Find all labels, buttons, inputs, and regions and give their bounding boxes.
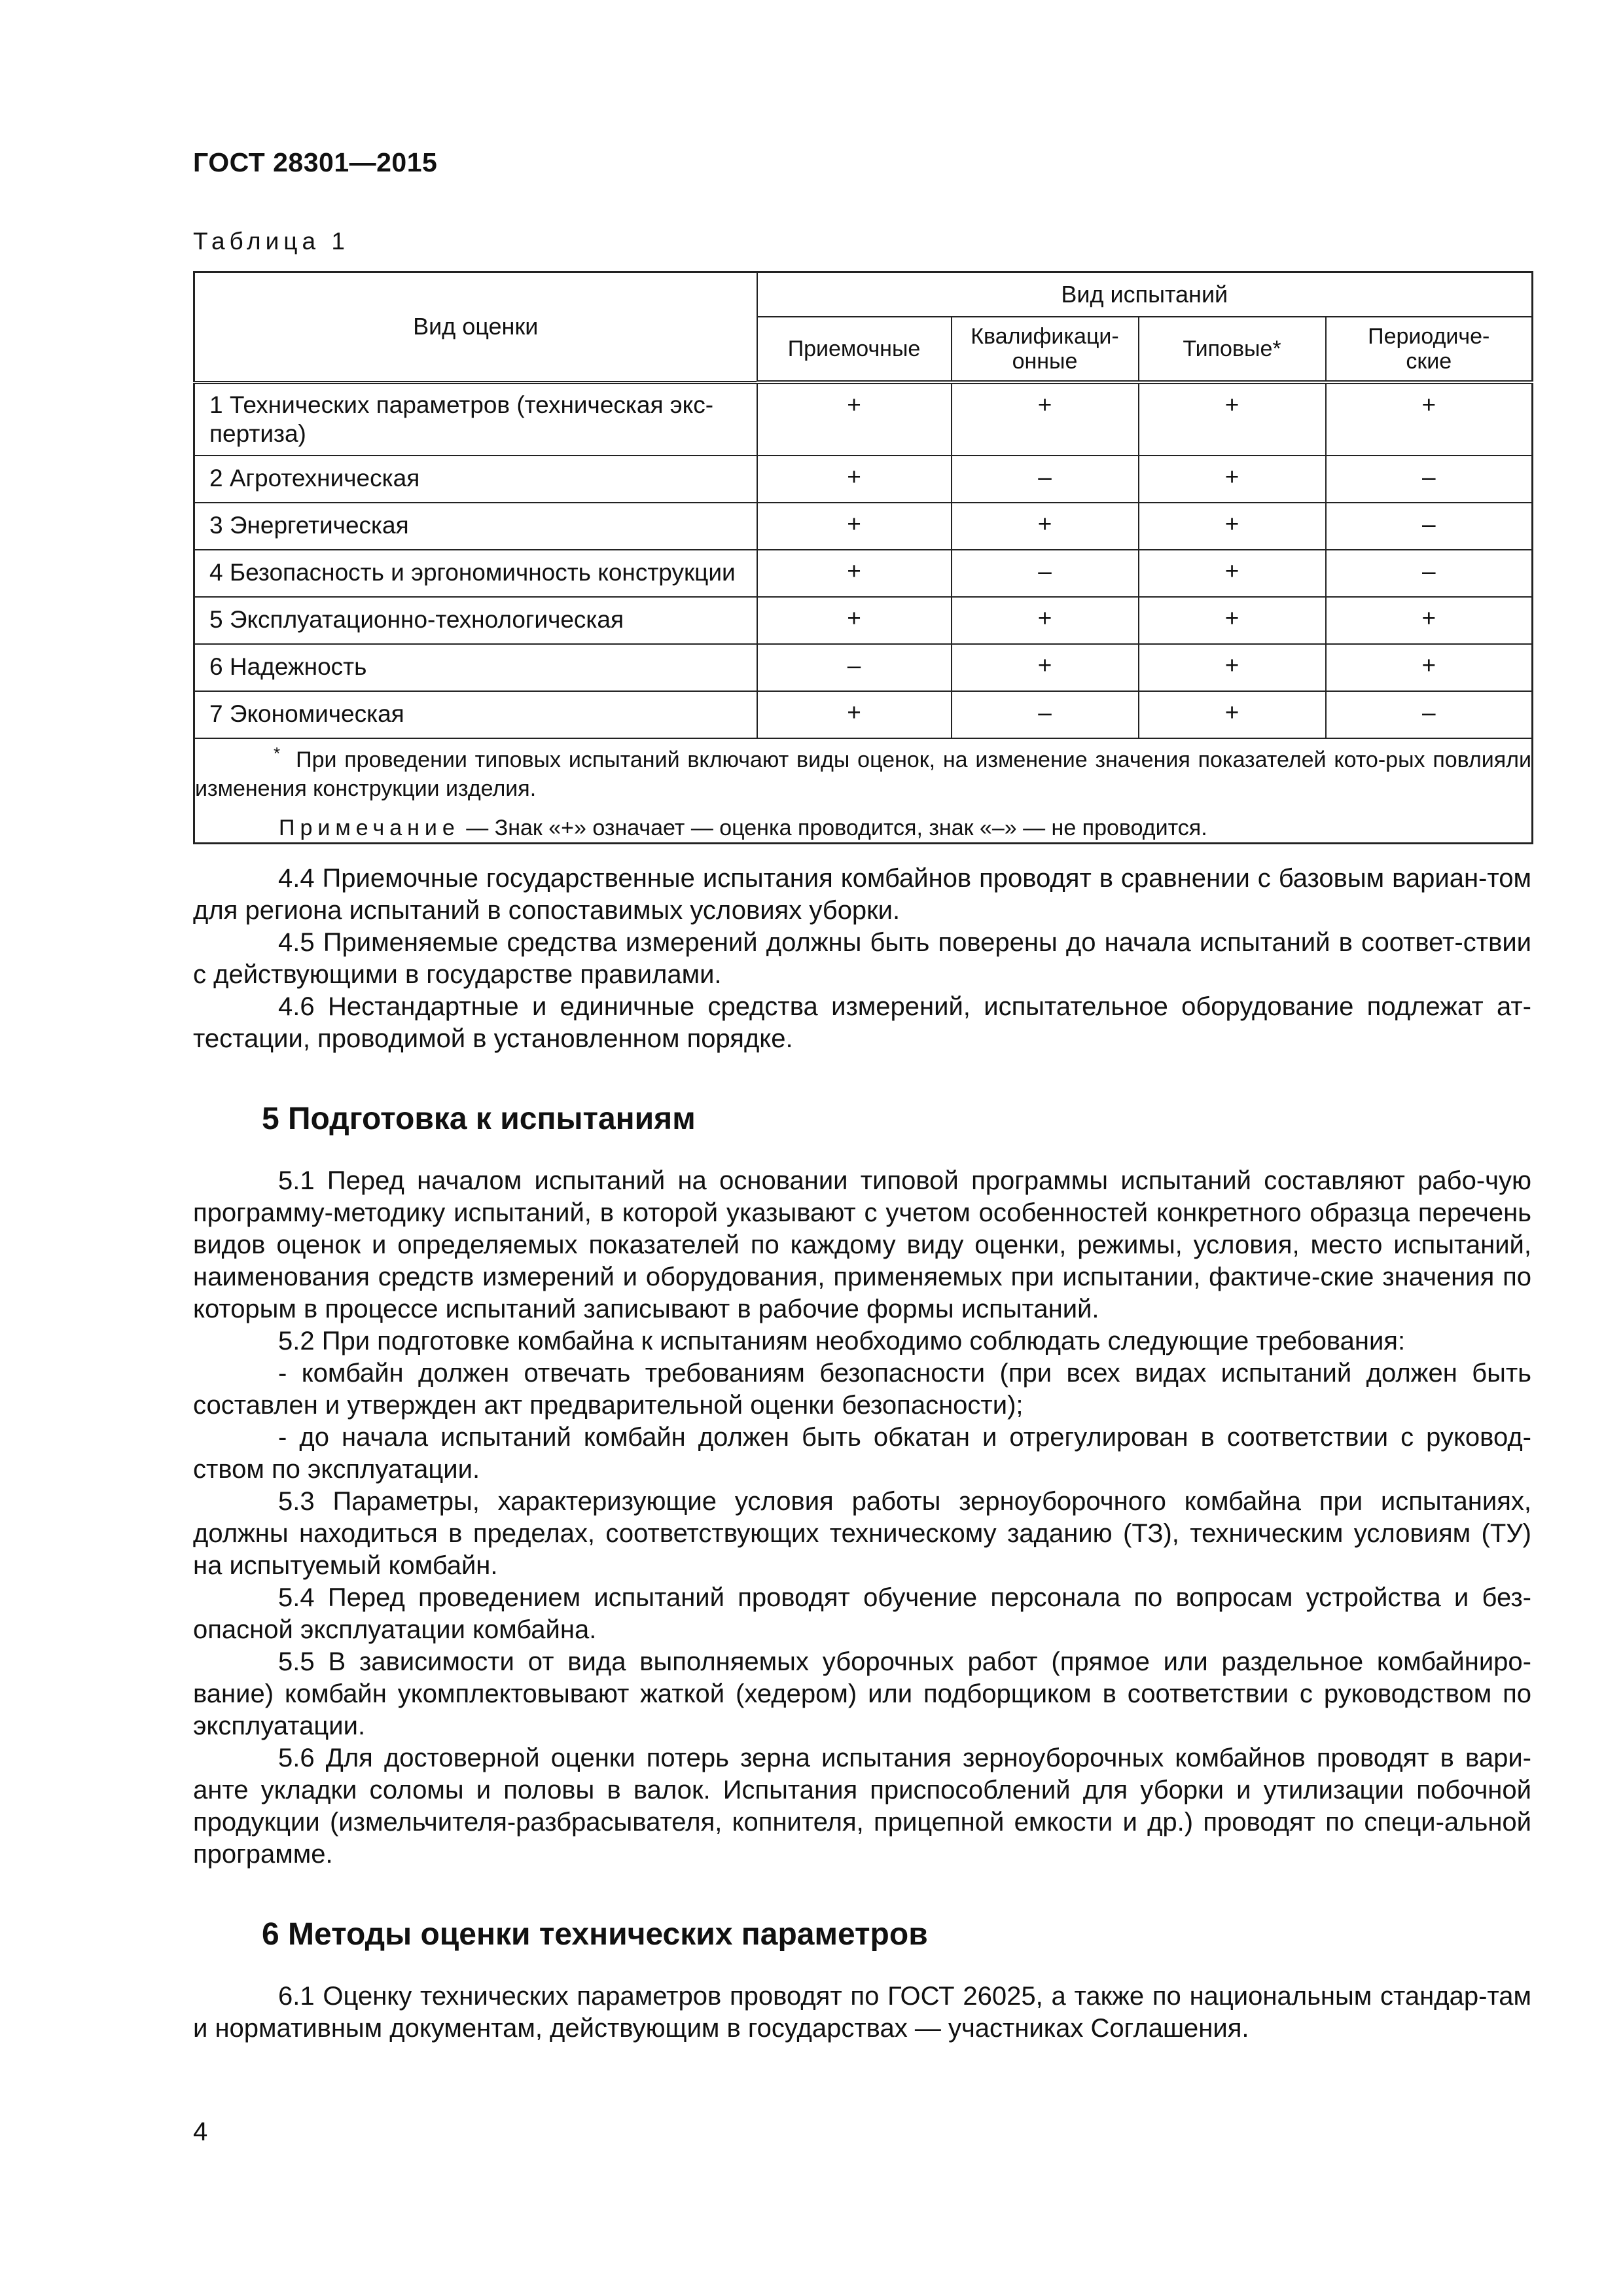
col-header: Периодиче- ские — [1326, 317, 1533, 382]
table-footnote — [195, 739, 1531, 803]
row-mark: + — [1326, 644, 1533, 691]
paragraph: - комбайн должен отвечать требованиям безопасности (при всех видах испытаний должен быть составлен и утвержден акт предварительной оценки безопасности); — [193, 1358, 1531, 1420]
row-name: 1 Технических параметров (техническая экс- пертиза) — [194, 382, 757, 456]
col-header: Типовые* — [1139, 317, 1326, 382]
row-mark: – — [1326, 691, 1533, 738]
row-mark: + — [757, 503, 952, 550]
paragraph: 4.6 Нестандартные и единичные средства измерений, испытательное оборудование подлежат ат-тестации, проводимой в установленном порядке. — [193, 992, 1531, 1053]
paragraph: 5.1 Перед началом испытаний на основании типовой программы испытаний составляют рабо-чую программу-методику испытаний, в которой указывают с учетом особенностей конкретного образца перечень видов оценок и определяемых показателей по каждому виду оценки, режимы, условия, место испытаний, наименования средств измерений и оборудования, применяемых при испытании, фактиче-ские значения по которым в процессе испытаний записывают в рабочие формы испытаний. — [193, 1166, 1531, 1323]
table-notes-row — [194, 738, 1533, 844]
row-name: 2 Агротехническая — [194, 456, 757, 503]
section-5-title: 5 Подготовка к испытаниям — [262, 1101, 696, 1136]
row-mark: + — [757, 382, 952, 456]
row-name: 4 Безопасность и эргономичность конструкции — [194, 550, 757, 597]
row-mark: + — [952, 503, 1139, 550]
paragraph: 5.6 Для достоверной оценки потерь зерна испытания зерноуборочных комбайнов проводят в вари-анте укладки соломы и половы в валок. Испытания приспособлений для уборки и утилизации побочной продукции (измельчителя-разбрасывателя, копнителя, прицепной емкости и др.) проводят по специ-альной программе. — [193, 1743, 1531, 1869]
row-mark: – — [1326, 503, 1533, 550]
paragraph: - до начала испытаний комбайн должен быть обкатан и отрегулирован в соответствии с руковод-ством по эксплуатации. — [193, 1422, 1531, 1484]
table-row — [194, 456, 1533, 503]
note-label: Примечание — [279, 815, 460, 840]
paragraph: 5.5 В зависимости от вида выполняемых уборочных работ (прямое или раздельное комбайниро-вание) комбайн укомплектовывают жаткой (хедером) или подборщиком в соответствии с руководством по эксплуатации. — [193, 1647, 1531, 1740]
row-mark: + — [1139, 691, 1326, 738]
row-mark: – — [952, 691, 1139, 738]
row-mark: + — [1139, 382, 1326, 456]
table-row — [194, 503, 1533, 550]
row-mark: + — [757, 597, 952, 644]
section-6-title: 6 Методы оценки технических параметров — [262, 1916, 928, 1952]
row-name: 3 Энергетическая — [194, 503, 757, 550]
row-name: 6 Надежность — [194, 644, 757, 691]
paragraph: 4.5 Применяемые средства измерений должны быть поверены до начала испытаний в соответ-ствии с действующими в государстве правилами. — [193, 927, 1531, 989]
col-header: Квалификаци- онные — [952, 317, 1139, 382]
row-mark: – — [952, 550, 1139, 597]
table-notes — [194, 738, 1533, 844]
table-note — [195, 814, 1531, 842]
col-header-name: Вид оценки — [194, 272, 757, 383]
row-mark: – — [1326, 550, 1533, 597]
row-mark: + — [1139, 550, 1326, 597]
footnote-text: При проведении типовых испытаний включают виды оценок, на изменение значения показателей кото-рых повлияли изменения конструкции изделия. — [195, 747, 1531, 801]
row-mark: + — [952, 644, 1139, 691]
row-mark: + — [757, 550, 952, 597]
row-mark: – — [952, 456, 1139, 503]
paragraph: 4.4 Приемочные государственные испытания комбайнов проводят в сравнении с базовым вариан-том для региона испытаний в сопоставимых условиях уборки. — [193, 863, 1531, 925]
paragraph: 5.2 При подготовке комбайна к испытаниям необходимо соблюдать следующие требования: — [278, 1326, 1406, 1355]
row-mark: + — [1139, 597, 1326, 644]
paragraph: 5.3 Параметры, характеризующие условия работы зерноуборочного комбайна при испытаниях, должны находиться в пределах, соответствующих техническому заданию (ТЗ), техническим условиям (ТУ) на испытуемый комбайн. — [193, 1486, 1531, 1580]
note-text: — Знак «+» означает — оценка проводится, знак «–» — не проводится. — [459, 815, 1207, 840]
row-mark: + — [1139, 503, 1326, 550]
row-mark: + — [757, 456, 952, 503]
col-header: Приемочные — [757, 317, 952, 382]
paragraph: 5.4 Перед проведением испытаний проводят обучение персонала по вопросам устройства и без-опасной эксплуатации комбайна. — [193, 1583, 1531, 1644]
table-caption: Таблица 1 — [193, 228, 349, 255]
page-number: 4 — [193, 2117, 208, 2146]
col-group-header: Вид испытаний — [757, 272, 1533, 317]
row-mark: + — [952, 382, 1139, 456]
table-row — [194, 550, 1533, 597]
section-5-body — [193, 1165, 1531, 1871]
row-mark: + — [1326, 382, 1533, 456]
row-name: 7 Экономическая — [194, 691, 757, 738]
row-mark: + — [757, 691, 952, 738]
paragraph: 6.1 Оценку технических параметров проводят по ГОСТ 26025, а также по национальным стандар-там и нормативным документам, действующим в государствах — участниках Соглашения. — [193, 1981, 1531, 2043]
section-6-body — [193, 1981, 1531, 2045]
section-4-continued — [193, 863, 1531, 1055]
table-row — [194, 382, 1533, 456]
document-header: ГОСТ 28301—2015 — [193, 147, 438, 177]
row-mark: + — [952, 597, 1139, 644]
table-row — [194, 597, 1533, 644]
row-mark: – — [1326, 456, 1533, 503]
row-mark: + — [1326, 597, 1533, 644]
table-row — [194, 644, 1533, 691]
row-mark: – — [757, 644, 952, 691]
assessment-table — [193, 271, 1533, 844]
row-mark: + — [1139, 456, 1326, 503]
row-name: 5 Эксплуатационно-технологическая — [194, 597, 757, 644]
document-page — [193, 147, 1531, 2045]
row-mark: + — [1139, 644, 1326, 691]
footnote-mark: * — [274, 743, 281, 763]
table-row — [194, 691, 1533, 738]
